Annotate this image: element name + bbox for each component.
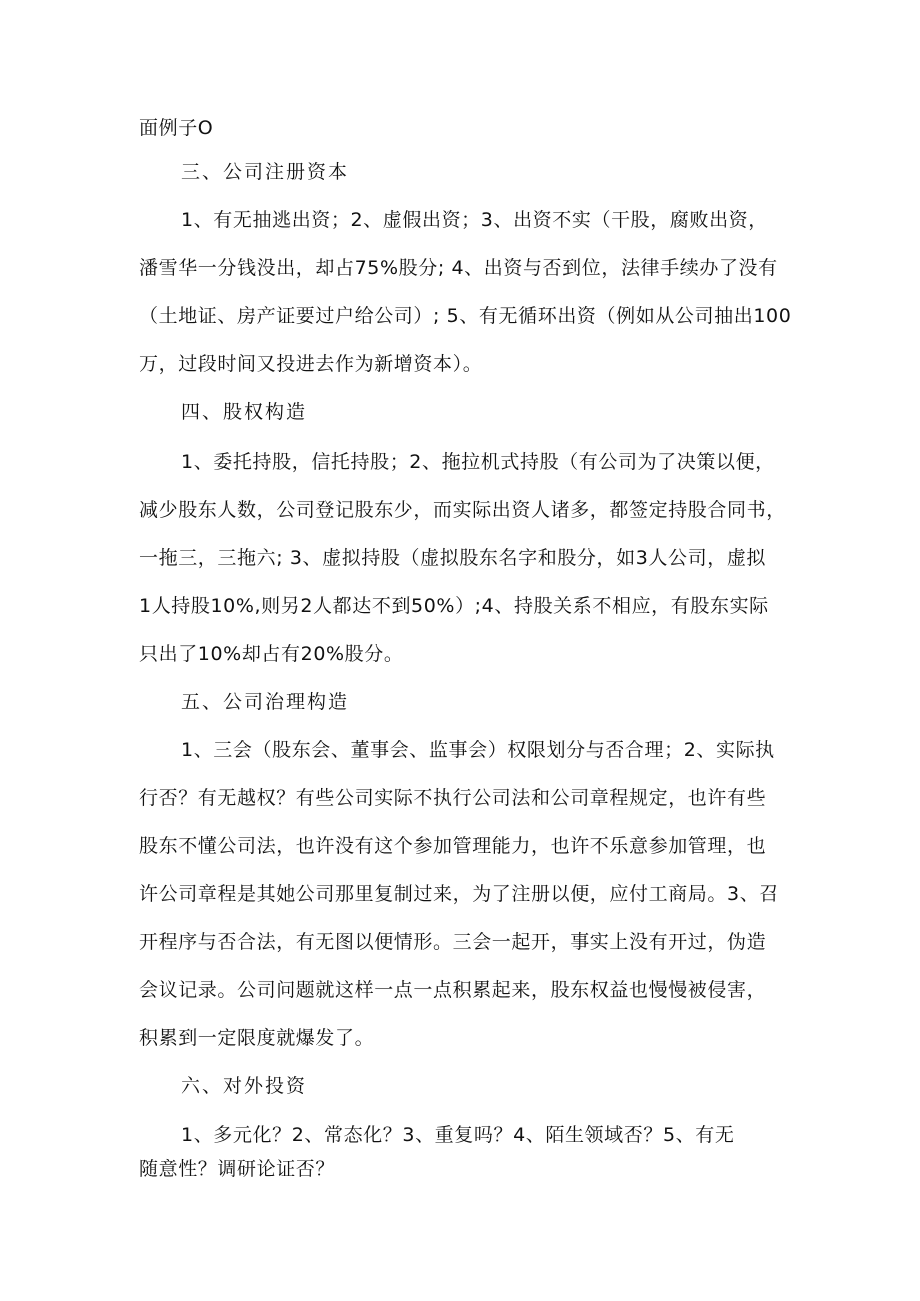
text-line: 1人持股10%,则另2人都达不到50%）;4、持股关系不相应，有股东实际 — [139, 595, 769, 617]
section-heading-6: 六、对外投资 — [181, 1075, 308, 1097]
text-line: 面例子O — [139, 117, 214, 139]
text-line: （土地证、房产证要过户给公司）; 5、有无循环出资（例如从公司抽出100 — [139, 305, 792, 327]
section-heading-4: 四、股权构造 — [181, 401, 308, 423]
text-line: 1、委托持股，信托持股；2、拖拉机式持股（有公司为了决策以便， — [181, 451, 775, 473]
text-line: 潘雪华一分钱没出，却占75%股分; 4、出资与否到位，法律手续办了没有 — [139, 257, 778, 279]
text-line: 开程序与否合法，有无图以便情形。三会一起开，事实上没有开过，伪造 — [139, 931, 767, 953]
text-line: 1、多元化？2、常态化？3、重复吗？4、陌生领域否？5、有无 — [181, 1124, 735, 1146]
text-line: 一拖三，三拖六; 3、虚拟持股（虚拟股东名字和股分，如3人公司，虚拟 — [139, 547, 767, 569]
section-heading-5: 五、公司治理构造 — [181, 691, 350, 713]
text-line: 会议记录。公司问题就这样一点一点积累起来，股东权益也慢慢被侵害， — [139, 979, 767, 1001]
text-line: 万，过段时间又投进去作为新增资本）。 — [139, 353, 483, 375]
text-line: 股东不懂公司法，也许没有这个参加管理能力，也许不乐意参加管理，也 — [139, 835, 767, 857]
section-heading-3: 三、公司注册资本 — [181, 161, 350, 183]
text-line: 积累到一定限度就爆发了。 — [139, 1027, 375, 1049]
text-line: 随意性？调研论证否？ — [139, 1158, 336, 1180]
text-line: 行否？有无越权？有些公司实际不执行公司法和公司章程规定，也许有些 — [139, 787, 767, 809]
text-line: 只出了10%却占有20%股分。 — [139, 643, 404, 665]
text-line: 1、三会（股东会、董事会、监事会）权限划分与否合理；2、实际执 — [181, 739, 775, 761]
text-line: 1、有无抽逃出资；2、虚假出资；3、出资不实（干股，腐败出资， — [181, 209, 768, 231]
text-line: 减少股东人数，公司登记股东少，而实际出资人诸多，都签定持股合同书， — [139, 499, 786, 521]
text-line: 许公司章程是其她公司那里复制过来，为了注册以便，应付工商局。3、召 — [139, 883, 779, 905]
